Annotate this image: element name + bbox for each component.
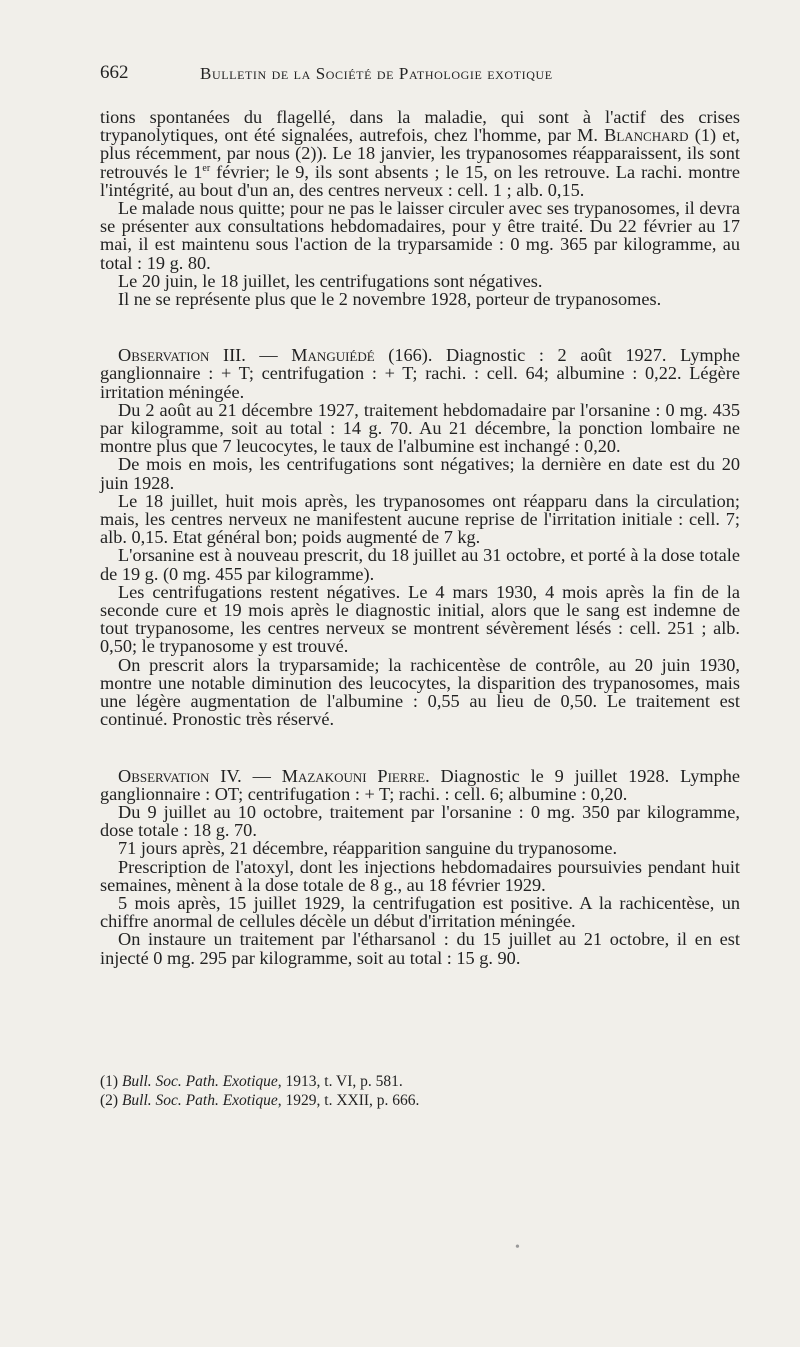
page-header <box>100 62 760 90</box>
paragraph: On instaure un traitement par l'étharsanol : du 15 juillet au 21 octobre, il en est injecté 0 mg. 295 par kilogramme, soit au total : 15 g. 90. <box>100 929 740 968</box>
paragraph: Le malade nous quitte; pour ne pas le laisser circuler avec ses trypanosomes, il devra se présenter aux consultations hebdomadaires, pour y être traité. Du 22 février au 17 mai, il est maintenu sous l'action de la tryparsamide : 0 mg. 365 par kilogramme, au total : 19 g. 80. <box>100 198 740 273</box>
paragraph: Prescription de l'atoxyl, dont les injections hebdomadaires poursuivies pendant huit semaines, mènent à la dose totale de 8 g., au 18 février 1929. <box>100 856 740 895</box>
paragraph: L'orsanine est à nouveau prescrit, du 18 juillet au 31 octobre, et porté à la dose totale de 19 g. (0 mg. 455 par kilogramme). <box>100 545 740 584</box>
ink-speck: • <box>515 1240 520 1255</box>
footnote: (1) Bull. Soc. Path. Exotique, 1913, t. VI, p. 581. <box>100 1073 403 1090</box>
running-title: Bulletin de la Société de Pathologie exotique <box>200 64 553 83</box>
page-number: 662 <box>100 62 129 83</box>
footnote: (2) Bull. Soc. Path. Exotique, 1929, t. XXII, p. 666. <box>100 1092 420 1109</box>
paragraph: Le 18 juillet, huit mois après, les trypanosomes ont réapparu dans la circulation; mais, les centres nerveux ne manifestent aucune reprise de l'irritation initiale : cell. 7; alb. 0,15. Etat général bon; poids augmenté de 7 kg. <box>100 490 740 548</box>
paragraph: On prescrit alors la tryparsamide; la rachicentèse de contrôle, au 20 juin 1930, montre une notable diminution des leucocytes, la disparition des trypanosomes, mais une légère augmentation de l'albumine : 0,55 au lieu de 0,50. Le traitement est continué. Pronostic très réservé. <box>100 654 740 730</box>
observation-label: Observation IV. <box>118 765 242 786</box>
observation-label: Observation III. <box>118 345 246 366</box>
patient-name: — Manguiédé <box>245 345 375 366</box>
footnotes <box>100 1072 740 1110</box>
patient-name: — Mazakouni Pierre. <box>241 765 430 786</box>
paragraph: 71 jours après, 21 décembre, réapparition sanguine du trypanosome. <box>118 838 618 859</box>
paragraph: Du 2 août au 21 décembre 1927, traitement hebdomadaire par l'orsanine : 0 mg. 435 par kilogramme, soit au total : 14 g. 70. Au 21 décembre, la ponction lombaire ne montre plus que 7 leucocytes, le taux de l'albumine est inchangé : 0,20. <box>100 399 740 457</box>
paragraph: De mois en mois, les centrifugations sont négatives; la dernière en date est du 20 juin 1928. <box>100 454 740 493</box>
paragraph: 5 mois après, 15 juillet 1929, la centrifugation est positive. A la rachicentèse, un chiffre anormal de cellules décèle un début d'irritation méningée. <box>100 892 740 932</box>
paragraph: Il ne se représente plus que le 2 novembre 1928, porteur de trypanosomes. <box>118 289 662 310</box>
author-name: Blanchard <box>604 125 689 146</box>
paragraph: Du 9 juillet au 10 octobre, traitement par l'orsanine : 0 mg. 350 par kilogramme, dose totale : 18 g. 70. <box>100 801 740 841</box>
paragraph: tions spontanées du flagellé, dans la maladie, qui sont à l'actif des crises trypanolytiques, ont été signalées, autrefois, chez l'homme, par M. Blanchard (1) et, plus récemment, par nous (2)). Le 18 janvier, les trypanosomes réapparaissent, ils sont retrouvés le 1er février; le 9, ils sont absents ; le 15, on les retrouve. La rachi. montre l'intégrité, au bout d'un an, des centres nerveux : cell. 1 ; alb. 0,15. <box>100 107 741 200</box>
paragraph: Le 20 juin, le 18 juillet, les centrifugations sont négatives. <box>118 270 543 291</box>
body-text <box>100 108 740 967</box>
observation-heading: Observation IV. — Mazakouni Pierre. Diagnostic le 9 juillet 1928. Lymphe ganglionnaire : OT; centrifugation : + T; rachi. : cell. 6; albumine : 0,20. <box>100 765 741 804</box>
observation-heading: Observation III. — Manguiédé (166). Diagnostic : 2 août 1927. Lymphe ganglionnaire : + T; centrifugation : + T; rachi. : cell. 64; albumine : 0,22. Légère irritation méningée. <box>100 345 740 402</box>
paragraph: Les centrifugations restent négatives. Le 4 mars 1930, 4 mois après la fin de la seconde cure et 19 mois après le diagnostic initial, alors que le sang est indemne de tout trypanosome, les centres nerveux se montrent sévèrement lésés : cell. 251 ; alb. 0,50; le trypanosome y est trouvé. <box>100 581 740 657</box>
